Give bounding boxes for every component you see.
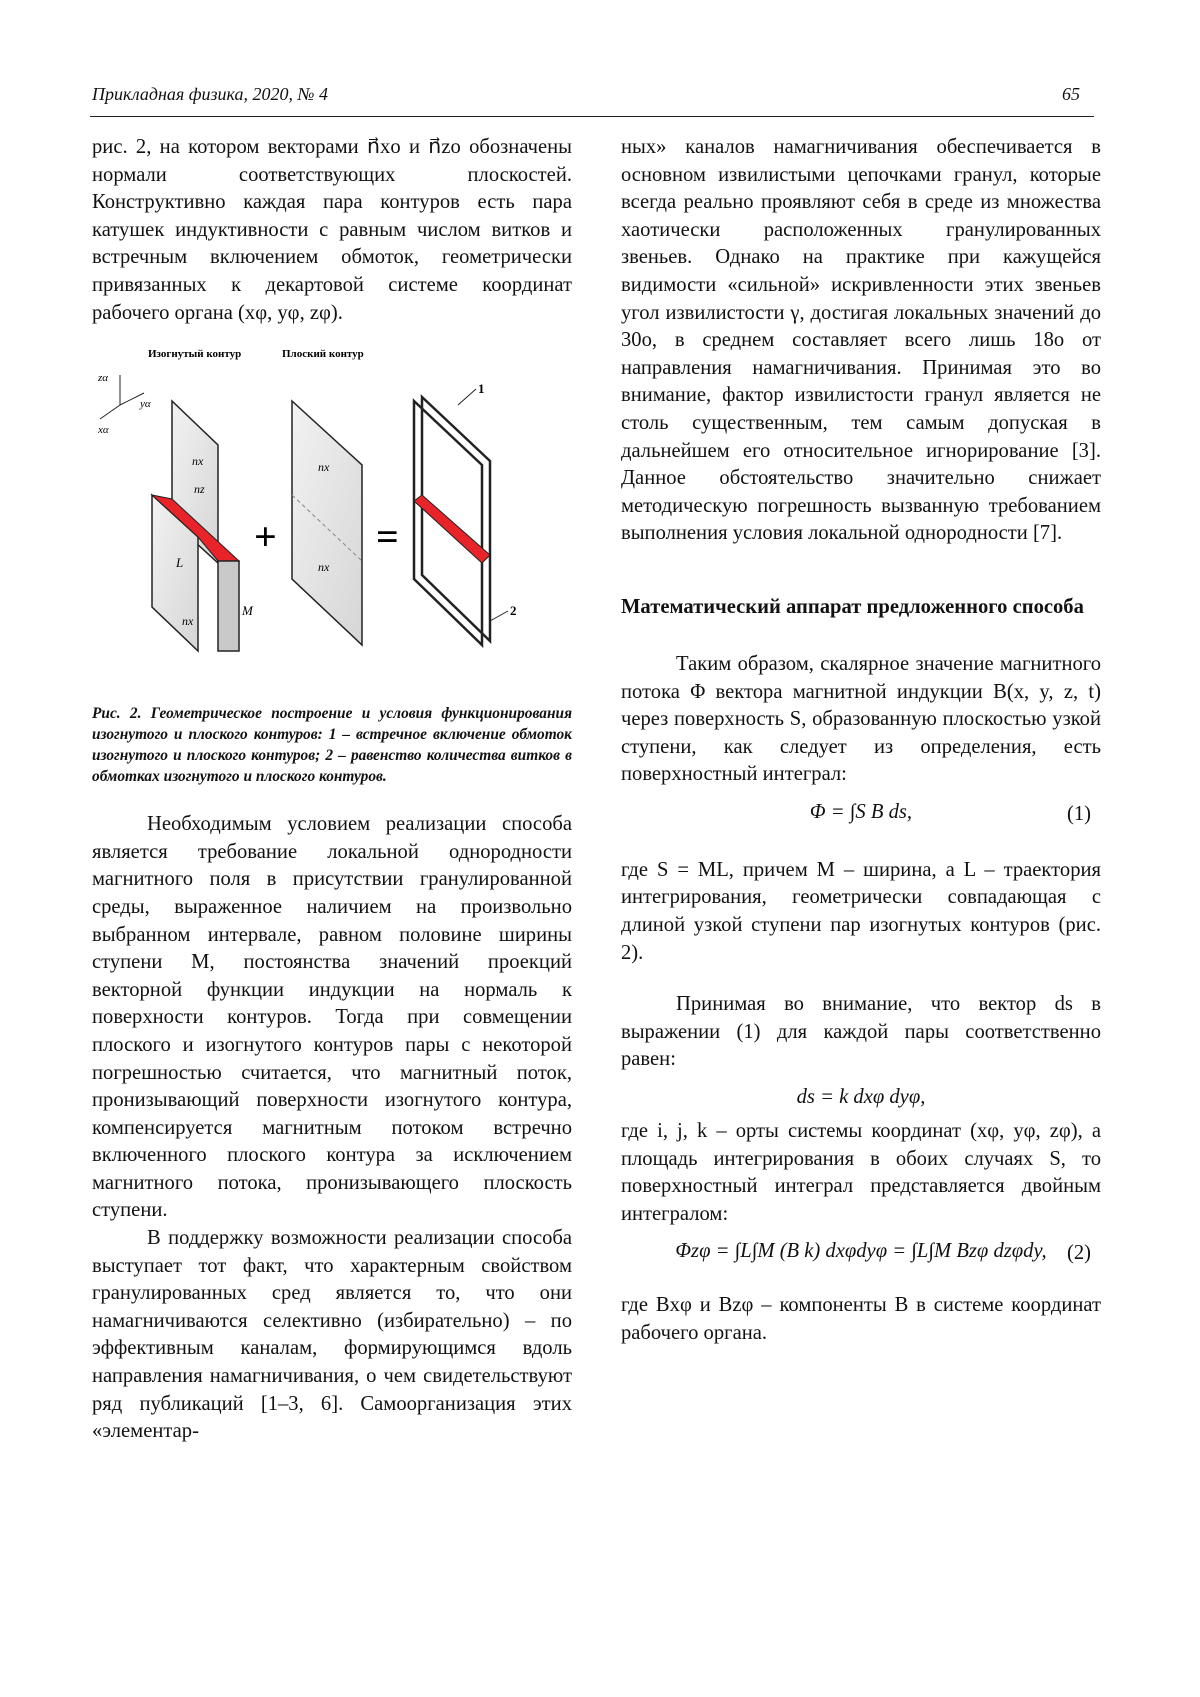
label-nx: nx	[192, 454, 204, 469]
header-rule	[90, 116, 1094, 117]
paragraph: В поддержку возможности реализации способа выступает тот факт, что характерным свойством гранулированных сред является то, что они намагничиваются селективно (избирательно) – по эффективным каналам, формирующимся вдоль направления намагничивания, о чем свидетельствуют ряд публикаций [1–3, 6]. Самоорганизация этих «элементар-	[92, 1227, 572, 1443]
result-contour	[414, 397, 490, 645]
section-title: Математический аппарат предложенного способа	[621, 595, 1084, 618]
paragraph: где S = ML, причем M – ширина, а L – траектория интегрирования, геометрически совпадающая с длиной узкой ступени пар изогнутых контуров (рис. 2).	[621, 858, 1101, 964]
paragraph: где Bxφ и Bzφ – компоненты B в системе координат рабочего органа.	[621, 1294, 1101, 1344]
equation-1-body: Φ = ∫S B ds,	[809, 800, 913, 823]
label-nx-2: nx	[182, 614, 194, 629]
label-nx-flat: nx	[318, 460, 330, 475]
label-M: M	[242, 603, 253, 619]
equation-2	[621, 1228, 1101, 1282]
paragraph: Принимая во внимание, что вектор ds в выражении (1) для каждой пары соответственно равен:	[621, 993, 1101, 1071]
paragraph: ных» каналов намагничивания обеспечивается в основном извилистыми цепочками гранул, которые всегда реально проявляют себя в среде из множества хаотически расположенных гранулированных звеньев. Однако на практике при кажущейся видимости «сильной» искривленности этих звеньев угол извилистости γ, достигая локальных значений до 30о, в среднем составляет всего лишь 18о от направления намагничивания. Принимая это во внимание, фактор извилистости гранул является не столь существенным, тем самым допуская в дальнейшем его относительное игнорирование [3]. Данное обстоятельство значительно снижает методическую погрешность вызванную требованием выполнения условия локальной однородности [7].	[621, 136, 1101, 545]
page-number: 65	[1062, 84, 1080, 104]
journal-header: Прикладная физика, 2020, № 4	[92, 84, 328, 104]
left-column	[92, 134, 572, 1446]
equals-sign: =	[376, 514, 399, 560]
callout-2: 2	[510, 603, 517, 619]
label-L: L	[176, 555, 184, 571]
paragraph: Необходимым условием реализации способа является требование локальной однородности магнитного поля в присутствии гранулированной среды, выраженное наличием на произвольно выбранном интервале, равном половине ширины ступени M, постоянства значений проекций векторной функции индукции на нормаль к поверхности контуров. Тогда при совмещении плоского и изогнутого контуров пары с некоторой погрешностью считается, что магнитный поток, пронизывающий поверхности изогнутого контура, компенсируется магнитным потоком встречно включенного плоского контура за исключением магнитного потока, пронизывающего плоскость ступени.	[92, 813, 572, 1222]
equation-1	[621, 789, 1101, 843]
flat-contour	[292, 401, 362, 645]
axis-z: zα	[98, 372, 109, 385]
paragraph: рис. 2, на котором векторами n⃗xо и n⃗zо обозначены нормали соответствующих плоскостей. Конструктивно каждая пара контуров есть пара катушек индуктивности с равным числом витков и встречным включением обмоток, геометрически привязанных к декартовой системе координат рабочего органа (xφ, yφ, zφ).	[92, 136, 572, 324]
figure-caption: Рис. 2. Геометрическое построение и условия функционирования изогнутого и плоского контуров: 1 – встречное включение обмоток изогнутого и плоского контуров; 2 – равенство количества витков в обмотках изогнутого и плоского контуров.	[92, 705, 572, 786]
paragraph: где i, j, k – орты системы координат (xφ, yφ, zφ), а площадь интегрирования в обоих случаях S, то поверхностный интеграл представляется двойным интегралом:	[621, 1120, 1101, 1225]
equation-ds-body: ds = k dxφ dyφ,	[796, 1086, 926, 1109]
paragraph: Таким образом, скалярное значение магнитного потока Φ вектора магнитной индукции B(x, y, z, t) через поверхность S, образованную плоскостью узкой ступени, как следует из определения, есть поверхностный интеграл:	[621, 652, 1101, 786]
axis-y: yα	[140, 398, 151, 411]
label-nx-flat-2: nx	[318, 560, 330, 575]
fig-label-bent: Изогнутый контур	[148, 348, 242, 361]
equation-ds	[621, 1074, 1101, 1118]
label-nz: nz	[194, 482, 205, 497]
figure-2	[92, 345, 572, 685]
bent-contour	[152, 401, 239, 651]
callout-1: 1	[478, 381, 485, 397]
axis-x: xα	[98, 424, 109, 437]
equation-2-number: (2)	[1066, 1242, 1091, 1265]
fig-label-flat: Плоский контур	[282, 348, 364, 361]
equation-2-body: Φzφ = ∫L∫M (B k) dxφdyφ = ∫L∫M Bzφ dzφdy,	[675, 1240, 1047, 1263]
equation-1-number: (1)	[1066, 802, 1091, 825]
right-column	[621, 134, 1101, 1348]
plus-sign: +	[254, 514, 277, 560]
